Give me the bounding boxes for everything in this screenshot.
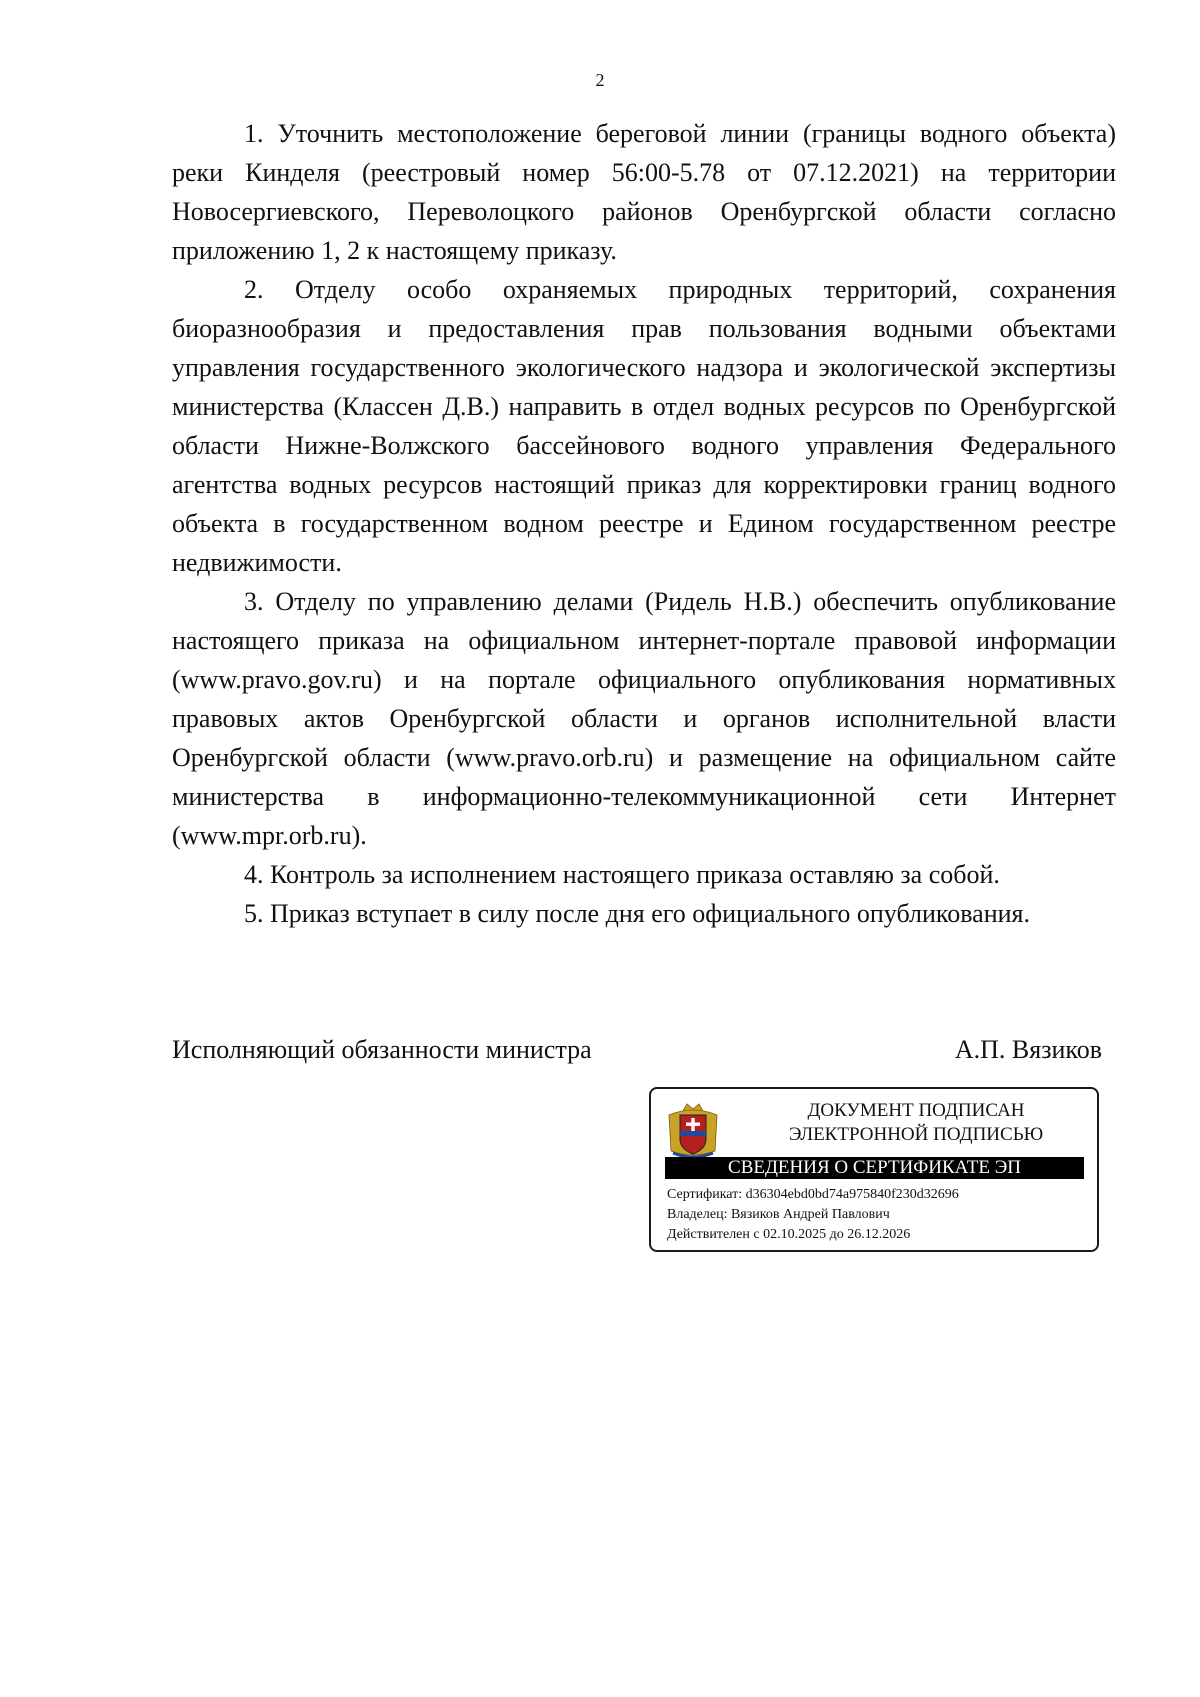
stamp-title	[751, 1099, 1081, 1147]
certificate-number: Сертификат: d36304ebd0bd74a975840f230d32696	[667, 1187, 959, 1202]
paragraph-2: 2. Отделу особо охраняемых природных территорий, сохранения биоразнообразия и предоставления прав пользования водными объектами управления государственного экологического надзора и экологической экспертизы министерства (Классен Д.В.) направить в отдел водных ресурсов по Оренбургской области Нижне-Волжского бассейнового водного управления Федерального агентства водных ресурсов настоящий приказ для корректировки границ водного объекта в государственном водном реестре и Едином государственном реестре недвижимости.	[172, 275, 1116, 577]
paragraph-3: 3. Отделу по управлению делами (Ридель Н.В.) обеспечить опубликование настоящего приказа на официальном интернет-портале правовой информации (www.pravo.gov.ru) и на портале официального опубликования нормативных правовых актов Оренбургской области и органов исполнительной власти Оренбургской области (www.pravo.orb.ru) и размещение на официальном сайте министерства в информационно-телекоммуникационной сети Интернет (www.mpr.orb.ru).	[172, 587, 1116, 850]
stamp-title-line-2: ЭЛЕКТРОННОЙ ПОДПИСЬЮ	[788, 1124, 1044, 1145]
paragraph-4: 4. Контроль за исполнением настоящего приказа оставляю за собой.	[244, 860, 1000, 889]
document-body	[172, 114, 1116, 933]
certificate-details	[667, 1185, 959, 1245]
electronic-signature-stamp	[649, 1087, 1099, 1252]
paragraph-5: 5. Приказ вступает в силу после дня его официального опубликования.	[244, 899, 1030, 928]
certificate-validity: Действителен с 02.10.2025 до 26.12.2026	[667, 1227, 911, 1242]
signatory-name: А.П. Вязиков	[954, 1035, 1102, 1064]
paragraph-1: 1. Уточнить местоположение береговой линии (границы водного объекта) реки Кинделя (реестровый номер 56:00-5.78 от 07.12.2021) на территории Новосергиевского, Переволоцкого районов Оренбургской области согласно приложению 1, 2 к настоящему приказу.	[172, 119, 1116, 265]
signatory-position: Исполняющий обязанности министра	[172, 1035, 592, 1064]
certificate-info-bar: СВЕДЕНИЯ О СЕРТИФИКАТЕ ЭП	[665, 1157, 1084, 1179]
certificate-owner: Владелец: Вязиков Андрей Павлович	[667, 1207, 890, 1222]
oblast-coat-of-arms-icon	[665, 1101, 721, 1161]
stamp-title-line-1: ДОКУМЕНТ ПОДПИСАН	[807, 1100, 1025, 1121]
signature-block	[172, 1030, 1102, 1069]
page-number: 2	[595, 70, 605, 90]
